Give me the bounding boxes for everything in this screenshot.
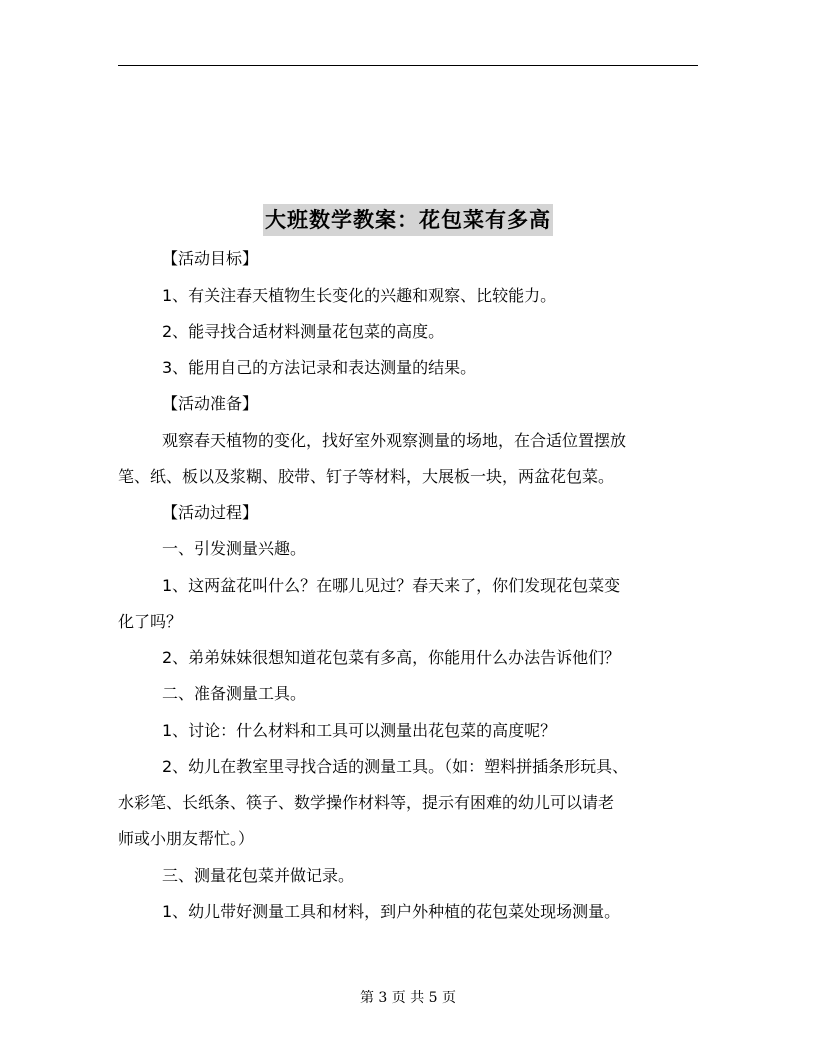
process-step-2-item-2-line-2: 水彩笔、长纸条、筷子、数学操作材料等，提示有困难的幼儿可以请老: [118, 793, 615, 812]
process-step-2-item-2-line-1: 2、幼儿在教室里寻找合适的测量工具。（如：塑料拼插条形玩具、: [162, 757, 629, 776]
document-title-text: 大班数学教案：花包菜有多高: [263, 204, 553, 236]
goal-item-1: 1、有关注春天植物生长变化的兴趣和观察、比较能力。: [162, 286, 557, 305]
process-step-2-item-2-line-3: 师或小朋友帮忙。）: [118, 829, 255, 848]
process-step-1-item-1-line-2: 化了吗？: [118, 612, 183, 631]
preparation-line-2: 笔、纸、板以及浆糊、胶带、钉子等材料，大展板一块，两盆花包菜。: [118, 467, 615, 486]
process-step-2-item-1: 1、讨论：什么材料和工具可以测量出花包菜的高度呢？: [162, 721, 557, 740]
document-title: [0, 204, 816, 238]
preparation-line-1: 观察春天植物的变化，找好室外观察测量的场地，在合适位置摆放: [162, 431, 627, 450]
process-step-1-item-2: 2、弟弟妹妹很想知道花包菜有多高，你能用什么办法告诉他们？: [162, 648, 621, 667]
process-step-2-heading: 二、准备测量工具。: [162, 684, 307, 703]
process-step-1-heading: 一、引发测量兴趣。: [162, 539, 307, 558]
section-heading-goals: 【活动目标】: [162, 249, 259, 268]
page-footer: 第 3 页 共 5 页: [359, 990, 457, 1006]
goal-item-2: 2、能寻找合适材料测量花包菜的高度。: [162, 322, 445, 341]
section-heading-preparation: 【活动准备】: [162, 394, 259, 413]
process-step-1-item-1-line-1: 1、这两盆花叫什么？在哪儿见过？春天来了，你们发现花包菜变: [162, 576, 621, 595]
header-rule: [118, 65, 698, 66]
process-step-3-item-1: 1、幼儿带好测量工具和材料，到户外种植的花包菜处现场测量。: [162, 902, 621, 921]
section-heading-process: 【活动过程】: [162, 503, 259, 522]
process-step-3-heading: 三、测量花包菜并做记录。: [162, 866, 355, 885]
goal-item-3: 3、能用自己的方法记录和表达测量的结果。: [162, 358, 477, 377]
